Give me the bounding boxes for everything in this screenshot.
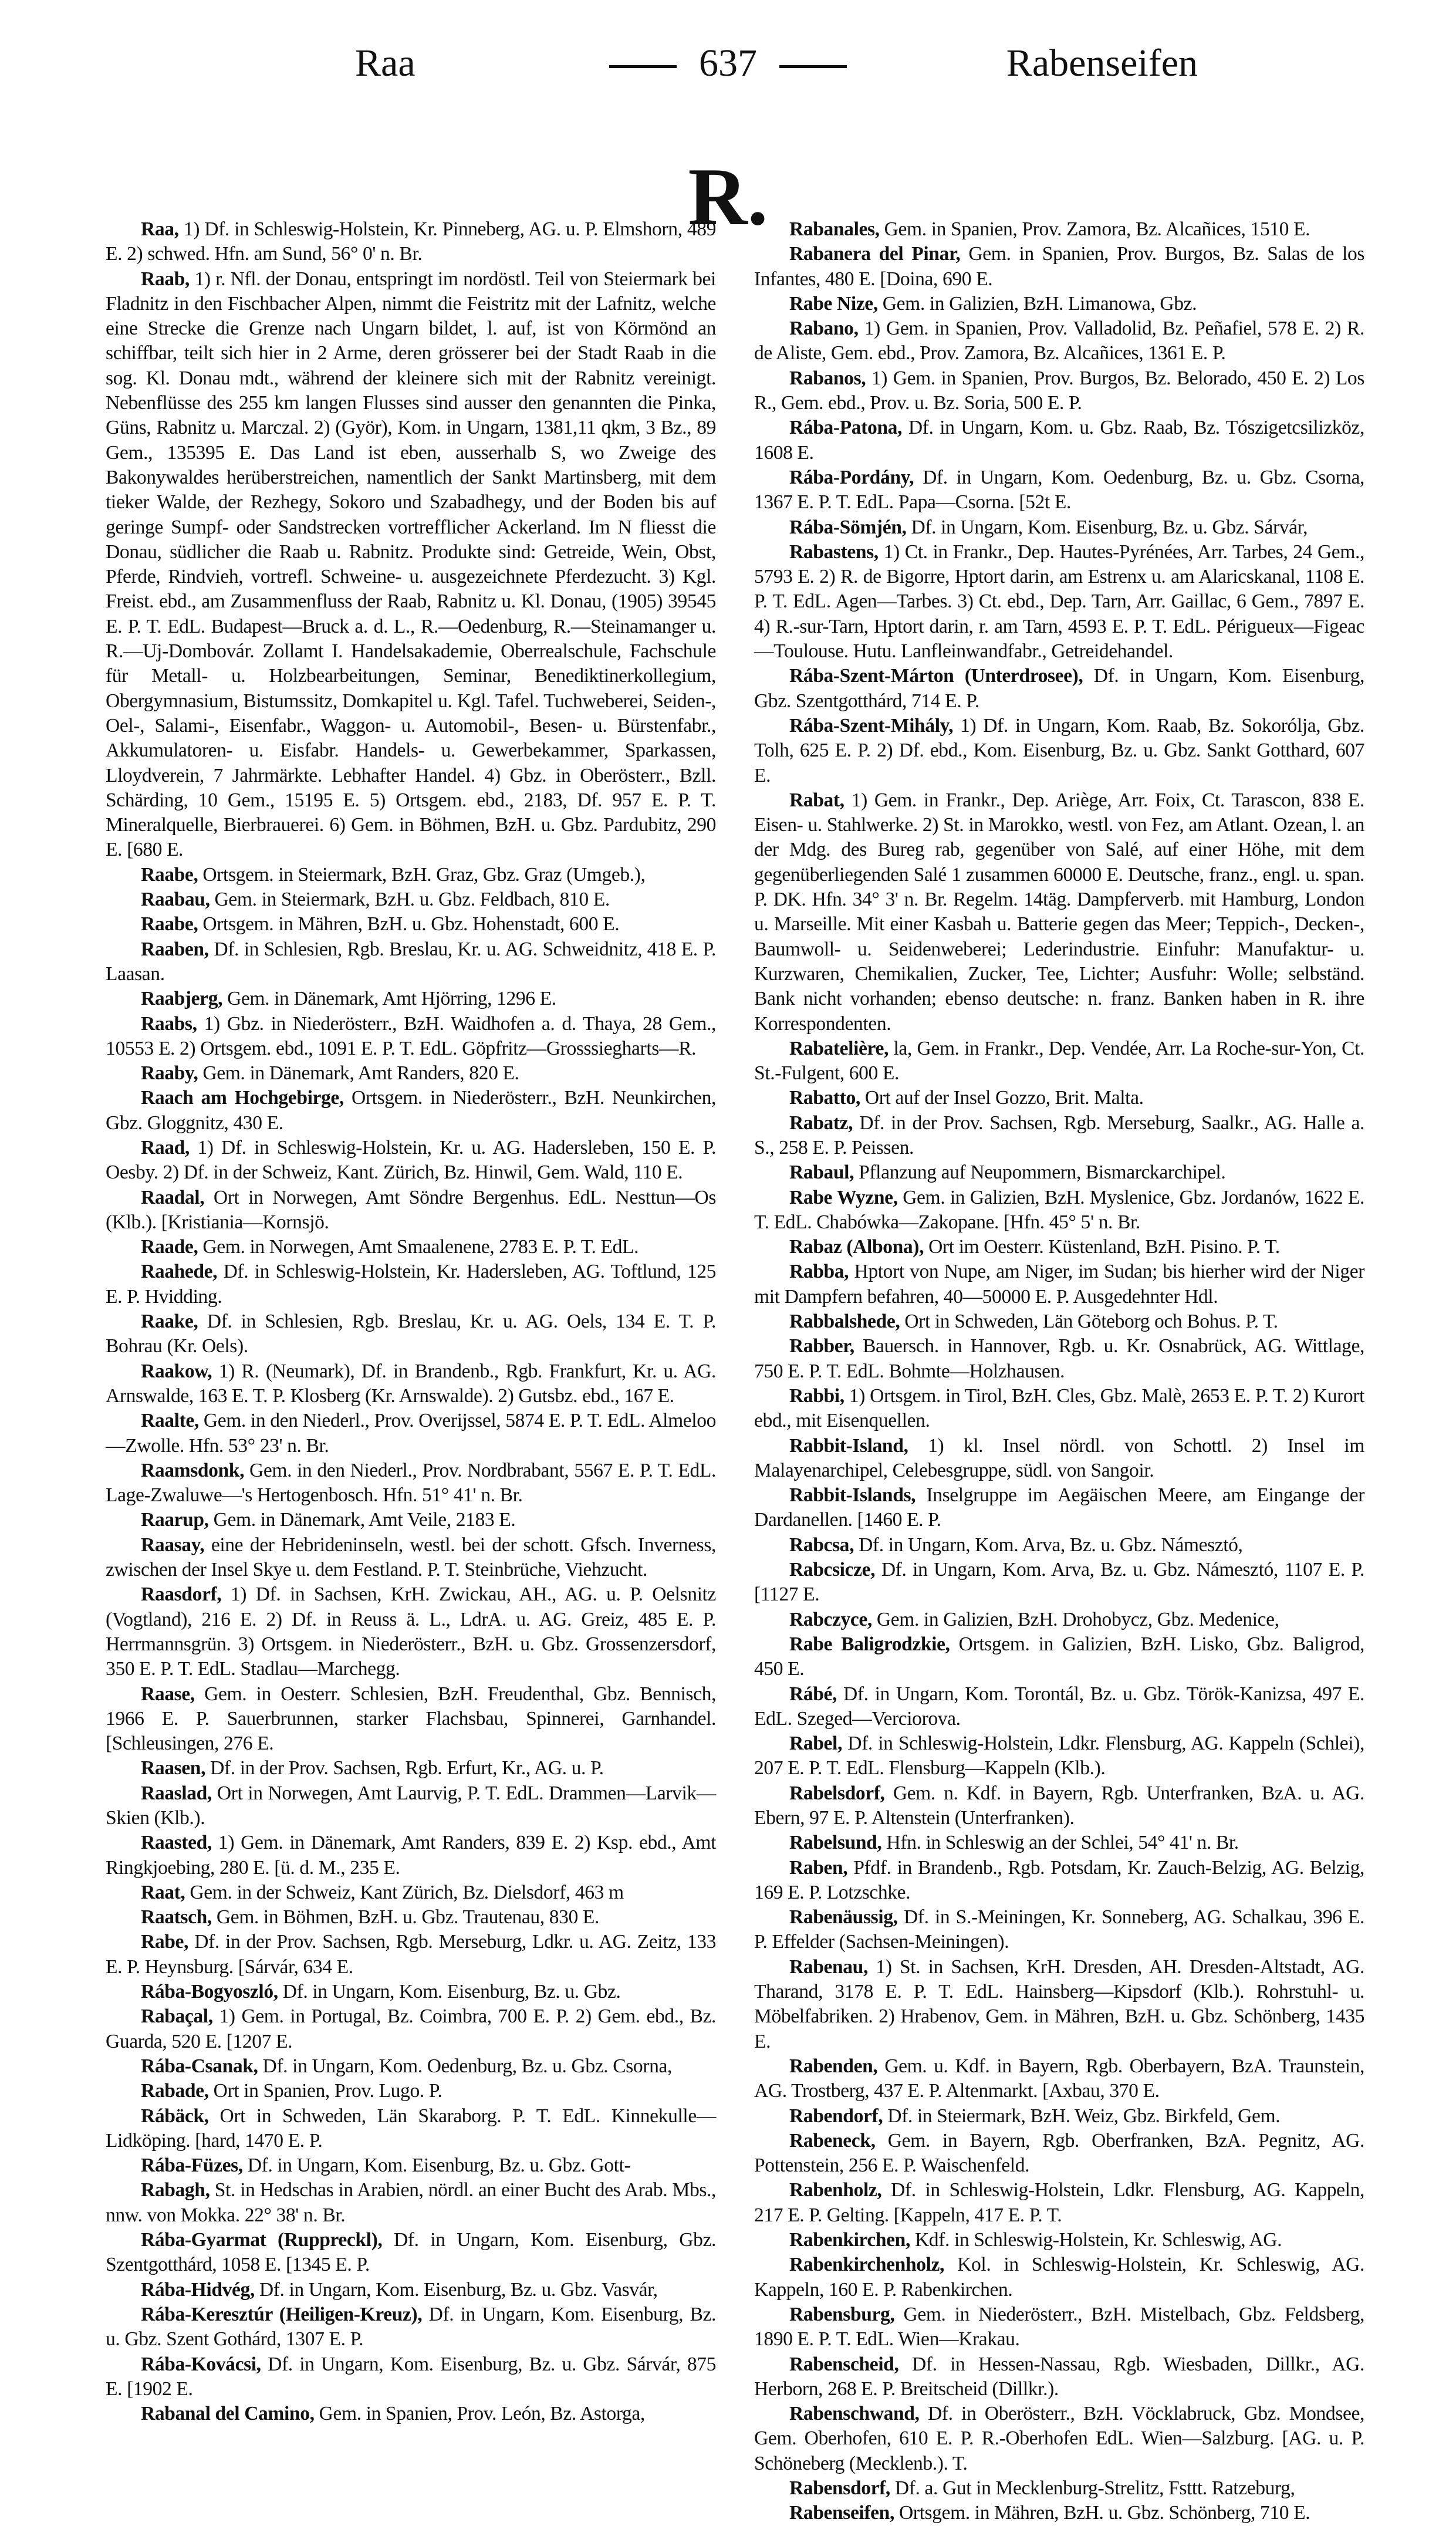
entry-headword: Rabanal del Camino, [141,2403,315,2425]
entry-headword: Rabbit-Islands, [789,1484,916,1507]
dictionary-entry [754,2402,1364,2476]
entry-headword: Rabanera del Pinar, [789,243,961,265]
entry-headword: Rabastens, [789,541,879,563]
dictionary-entry [106,1309,716,1359]
entry-headword: Rabbit-Island, [789,1434,908,1457]
dictionary-entry [754,1086,1364,1110]
entry-headword: Rabbi, [789,1384,844,1407]
dictionary-entry [754,1384,1364,1434]
entry-headword: Rába-Gyarmat (Ruppreckl), [141,2229,383,2251]
entry-text: Df. in Ungarn, Kom. Eisenburg, Bz. u. Gbz. Sárvár, [906,516,1308,538]
entry-text: Gem. in Niederösterr., BzH. Mistelbach, Gbz. Feldsberg, 1890 E. P. T. EdL. Wien—Krakau. [754,2303,1364,2351]
entry-headword: Rabba, [789,1261,849,1283]
entry-text: Inselgruppe im Aegäischen Meere, am Eingange der Dardanellen. [1460 E. P. [754,1484,1364,1531]
entry-text: Df. in der Prov. Sachsen, Rgb. Erfurt, Kr., AG. u. P. [205,1757,604,1779]
entry-text: Hptort von Nupe, am Niger, im Sudan; bis hierher wird der Niger mit Dampfern befahren, 40—50000 E. P. Ausgedehnter Hdl. [754,1261,1364,1308]
section-letter: R. [688,151,768,242]
entry-text: Gem. in Steiermark, BzH. u. Gbz. Feldbach, 810 E. [210,889,610,911]
entry-headword: Rabczyce, [789,1608,872,1630]
entry-headword: Rabano, [789,318,859,340]
entry-text: Gem. in den Niederl., Prov. Nordbrabant, 5567 E. P. T. EdL. Lage-Zwaluwe—'s Hertogenbosch. Hfn. 51° 41' n. Br. [106,1459,716,1507]
dictionary-entry [106,912,716,937]
dictionary-entry [754,2302,1364,2352]
entry-headword: Raabs, [141,1012,197,1035]
entry-headword: Rába-Hidvég, [141,2278,255,2301]
dictionary-entry [106,887,716,912]
header-left-keyword: Raa [355,42,415,85]
dictionary-entry [754,1781,1364,1831]
entry-headword: Rabat, [789,789,844,811]
entry-text: 1) St. in Sachsen, KrH. Dresden, AH. Dresden-Altstadt, AG. Tharand, 3178 E. P. T. EdL. Hainsberg—Kipsdorf (Klb.). Rohrstuhl- u. Möbelfabriken. 2) Hrabenov, Gem. in Mähren, BzH. u. Gbz. Schönberg, 1435 E. [754,1956,1364,2052]
entry-headword: Raabe, [141,913,198,936]
dictionary-entry [754,366,1364,416]
entry-headword: Raabjerg, [141,988,223,1010]
entry-headword: Rabenkirchenholz, [789,2254,945,2276]
entry-text: Df. in Schleswig-Holstein, Ldkr. Flensburg, AG. Kappeln, 217 E. P. Gelting. [Kappeln, 417 E. P. T. [754,2179,1364,2226]
entry-headword: Raasen, [141,1757,206,1779]
dictionary-entry [106,1831,716,1880]
entry-text: Hfn. in Schleswig an der Schlei, 54° 41' n. Br. [881,1832,1239,1854]
dictionary-entry [754,1160,1364,1185]
dictionary-entry [754,1905,1364,1955]
entry-headword: Rabel, [789,1733,842,1755]
entry-headword: Rabenau, [789,1956,868,1978]
dictionary-entry [754,1558,1364,1608]
dictionary-entry [106,2352,716,2402]
entry-text: Gem. in Oesterr. Schlesien, BzH. Freudenthal, Gbz. Bennisch, 1966 E. P. Sauerbrunnen, starker Flachsbau, Spinnerei, Garnhandel. [Schleusingen, 276 E. [106,1683,716,1755]
entry-text: Df. a. Gut in Mecklenburg-Strelitz, Fsttt. Ratzeburg, [890,2477,1295,2500]
entry-headword: Rába-Pordány, [789,466,914,488]
entry-headword: Raatsch, [141,1906,212,1929]
entry-headword: Raad, [141,1136,190,1159]
entry-headword: Rábäck, [141,2105,209,2127]
dictionary-entry [106,2402,716,2426]
dictionary-entry [754,242,1364,292]
dictionary-entry [106,1756,716,1781]
dictionary-entry [106,1061,716,1086]
entry-text: Gem. in Dänemark, Amt Hjörring, 1296 E. [222,988,556,1010]
dictionary-entry [106,267,716,863]
entry-text: 1) Gem. in Spanien, Prov. Valladolid, Bz. Peñafiel, 578 E. 2) R. de Aliste, Gem. ebd., Prov. Zamora, Bz. Alcañices, 1361 E. P. [754,318,1364,364]
dictionary-entry [106,1880,716,1905]
entry-headword: Rába-Szent-Mihály, [789,714,954,737]
dictionary-entry [754,1632,1364,1682]
entry-headword: Rabelsdorf, [789,1782,885,1804]
dictionary-entry [754,292,1364,316]
entry-text: Gem. in Dänemark, Amt Veile, 2183 E. [208,1509,516,1531]
entry-text: Gem. in Böhmen, BzH. u. Gbz. Trautenau, 830 E. [211,1906,600,1929]
dictionary-entry [754,1434,1364,1484]
entry-text: Df. in S.-Meiningen, Kr. Sonneberg, AG. Schalkau, 396 E. P. Effelder (Sachsen-Meiningen). [754,1906,1364,1953]
entry-headword: Rabaçal, [141,2005,213,2028]
dictionary-entry [754,1334,1364,1384]
entry-text: Df. in Ungarn, Kom. Eisenburg, Bz. u. Gbz. Vasvár, [254,2278,658,2301]
dictionary-entry [106,1186,716,1235]
entry-text: Gem. in Bayern, Rgb. Oberfranken, BzA. Pegnitz, AG. Pottenstein, 256 E. P. Waischenfeld. [754,2129,1364,2177]
dictionary-entry [754,465,1364,515]
entry-headword: Rába-Keresztúr (Heiligen-Kreuz), [141,2303,423,2325]
entry-headword: Raasted, [141,1832,212,1854]
entry-headword: Rába-Bogyoszló, [141,1981,278,2003]
entry-headword: Raa, [141,218,179,240]
dictionary-entry [106,1136,716,1186]
entry-headword: Rabe Nize, [789,292,878,315]
dictionary-entry [754,1731,1364,1781]
entry-headword: Rába-Szent-Márton (Unterdrosee), [789,665,1083,687]
right-column [754,217,1364,2524]
entry-headword: Raase, [141,1683,195,1705]
entry-text: Df. in Oberösterr., BzH. Vöcklabruck, Gbz. Mondsee, Gem. Oberhofen, 610 E. P. R.-Oberhofen EdL. Wien—Salzburg. [AG. u. P. Schöneberg (Mecklenb.). T. [754,2403,1364,2474]
dictionary-entry [106,1905,716,1930]
entry-text: Df. in Steiermark, BzH. Weiz, Gbz. Birkfeld, Gem. [883,2105,1281,2127]
entry-text: 1) Gem. in Frankr., Dep. Ariège, Arr. Foix, Ct. Tarascon, 838 E. Eisen- u. Stahlwerke. 2) St. in Marokko, westl. von Fez, am Atlant. Ozean, l. an der Mdg. des Bureg rab, gegenüber von Salé, auf einer Höhe, mit dem gegenüberliegenden Salé 1 zusammen 60000 E. Deutsche, franz., engl. u. span. P. DK. Hfn. 34° 3' n. Br. Regelm. 14täg. Dampferverb. mit Hamburg, London u. Marseille. Mit einer Kasbah u. Batterie gegen das Meer; Teppich-, Decken-, Baumwoll- u. Seidenweberei; Lederindustrie. Einfuhr: Manufaktur- u. Kurzwaren, Chemikalien, Zucker, Tee, Lichter; Ausfuhr: Wolle; selbständ. Bank nicht vorhanden; ebenso deutsche: n. franz. Banken haben in R. ihre Korrespondenten. [754,789,1364,1035]
entry-text: Gem. in Spanien, Prov. Burgos, Bz. Salas de los Infantes, 480 E. [Doina, 690 E. [754,243,1364,290]
dictionary-entry [754,1533,1364,1558]
entry-headword: Rába-Patona, [789,417,903,439]
entry-headword: Raab, [141,268,190,290]
dictionary-entry [106,2278,716,2302]
entry-text: eine der Hebrideninseln, westl. bei der schott. Gfsch. Inverness, zwischen der Insel Skye u. dem Festland. P. T. Steinbrüche, Viehzucht. [106,1534,716,1581]
entry-text: Df. in Ungarn, Kom. Eisenburg, Bz. u. Gbz. Sárvár, 875 E. [1902 E. [106,2353,716,2400]
entry-text: Ort auf der Insel Gozzo, Brit. Malta. [860,1087,1144,1109]
dictionary-entry [106,2079,716,2103]
entry-headword: Rabcsa, [789,1534,854,1556]
entry-text: Df. in Hessen-Nassau, Rgb. Wiesbaden, Dillkr., AG. Herborn, 268 E. P. Breitscheid (Dillkr.). [754,2353,1364,2400]
entry-headword: Rabatto, [789,1087,860,1109]
entry-text: Df. in Ungarn, Kom. Oedenburg, Bz. u. Gbz. Csorna, [258,2055,672,2077]
entry-headword: Raarup, [141,1509,209,1531]
dictionary-entry [754,540,1364,664]
dictionary-entry [106,2228,716,2278]
entry-headword: Raben, [789,1856,848,1879]
header-dash-left [609,65,677,68]
dictionary-entry [754,1856,1364,1906]
dictionary-entry [754,1036,1364,1086]
dictionary-entry [754,1608,1364,1632]
entry-headword: Rabaz (Albona), [789,1236,924,1258]
dictionary-entry [106,1930,716,1980]
entry-headword: Raaby, [141,1062,198,1085]
entry-headword: Rabagh, [141,2179,210,2201]
dictionary-entry [754,714,1364,788]
dictionary-entry [106,987,716,1011]
entry-headword: Raake, [141,1311,198,1333]
page-number: 637 [699,42,757,85]
dictionary-entry [754,2501,1364,2525]
entry-text: Pflanzung auf Neupommern, Bismarckarchipel. [854,1161,1226,1184]
dictionary-entry [754,2178,1364,2228]
entry-text: Df. in Ungarn, Kom. Eisenburg, Bz. u. Gbz. [278,1981,621,2003]
entry-text: Df. in Ungarn, Kom. Torontál, Bz. u. Gbz. Török-Kanizsa, 497 E. EdL. Szeged—Verciorova. [754,1683,1364,1730]
entry-headword: Rabatz, [789,1112,853,1134]
dictionary-entry [106,1682,716,1757]
entry-headword: Rabber, [789,1335,854,1357]
entry-text: Gem. in Galizien, BzH. Drohobycz, Gbz. Medenice, [871,1608,1279,1630]
entry-headword: Rabanales, [789,218,880,240]
dictionary-entry [106,1359,716,1409]
entry-text: Ortsgem. in Niederösterr., BzH. Neunkirchen, Gbz. Gloggnitz, 430 E. [106,1087,717,1134]
entry-text: Df. in Ungarn, Kom. Oedenburg, Bz. u. Gbz. Csorna, 1367 E. P. T. EdL. Papa—Csorna. [52t E. [754,466,1364,514]
entry-text: Gem. u. Kdf. in Bayern, Rgb. Oberbayern, BzA. Traunstein, AG. Trostberg, 437 E. P. Altenmarkt. [Axbau, 370 E. [754,2055,1364,2102]
dictionary-entry [754,2104,1364,2129]
entry-text: Df. in der Prov. Sachsen, Rgb. Merseburg, Ldkr. u. AG. Zeitz, 133 E. P. Heynsburg. [Sárvár, 634 E. [106,1931,716,1978]
dictionary-entry [106,1781,716,1831]
dictionary-entry [106,1458,716,1508]
entry-text: Df. in der Prov. Sachsen, Rgb. Merseburg, Saalkr., AG. Halle a. S., 258 E. P. Peissen. [754,1112,1364,1159]
entry-headword: Rabenkirchen, [789,2229,910,2251]
dictionary-entry [106,1409,716,1458]
entry-headword: Rabenäussig, [789,1906,898,1929]
dictionary-entry [754,1111,1364,1161]
entry-text: Df. in Schleswig-Holstein, Ldkr. Flensburg, AG. Kappeln (Schlei), 207 E. P. T. EdL. Flensburg—Kappeln (Klb.). [754,1733,1364,1779]
entry-text: Df. in Ungarn, Kom. u. Gbz. Raab, Bz. Tószigetcsilizköz, 1608 E. [754,417,1364,464]
dictionary-entry [106,1235,716,1259]
entry-text: Ort im Oesterr. Küstenland, BzH. Pisino. P. T. [924,1236,1280,1258]
entry-headword: Raabe, [141,863,198,886]
entry-headword: Raasdorf, [141,1583,222,1606]
entry-headword: Rabenseifen, [789,2502,894,2524]
entry-text: Ortsgem. in Galizien, BzH. Lisko, Gbz. Baligrod, 450 E. [754,1633,1364,1680]
entry-text: Bauersch. in Hannover, Rgb. u. Kr. Osnabrück, AG. Wittlage, 750 E. P. T. EdL. Bohmte—Holzhausen. [754,1335,1364,1382]
dictionary-entry [106,2153,716,2178]
dictionary-entry [754,217,1364,242]
entry-text: Gem. in Spanien, Prov. León, Bz. Astorga, [314,2403,645,2425]
dictionary-entry [106,1533,716,1583]
entry-headword: Rabaul, [789,1161,854,1184]
entry-headword: Rabeneck, [789,2129,876,2152]
entry-text: Gem. in Galizien, BzH. Limanowa, Gbz. [877,292,1197,315]
entry-text: St. in Hedschas in Arabien, nördl. an einer Bucht des Arab. Mbs., nnw. von Mokka. 22° 38' n. Br. [106,2179,716,2226]
entry-headword: Raamsdonk, [141,1459,245,1481]
dictionary-entry [754,316,1364,366]
entry-text: Gem. in Galizien, BzH. Myslenice, Gbz. Jordanów, 1622 E. T. EdL. Chabówka—Zakopane. [Hfn. 45° 5' n. Br. [754,1186,1364,1233]
dictionary-entry [106,937,716,987]
entry-headword: Rabelsund, [789,1832,882,1854]
dictionary-entry [106,217,716,267]
entry-text: Pfdf. in Brandenb., Rgb. Potsdam, Kr. Zauch-Belzig, AG. Belzig, 169 E. P. Lotzschke. [754,1856,1364,1903]
dictionary-entry [754,2054,1364,2104]
entry-headword: Rabanos, [789,367,866,389]
dictionary-entry [754,2476,1364,2501]
entry-text: 1) Gbz. in Niederösterr., BzH. Waidhofen a. d. Thaya, 28 Gem., 10553 E. 2) Ortsgem. ebd., 1091 E. P. T. EdL. Göpfritz—Grosssiegharts—R. [106,1012,716,1059]
dictionary-entry [106,1086,716,1136]
entry-text: 1) kl. Insel nördl. von Schottl. 2) Insel im Malayenarchipel, Celebesgruppe, südl. von Sangoir. [754,1434,1364,1481]
entry-headword: Rabcsicze, [789,1559,876,1581]
entry-text: 1) Df. in Ungarn, Kom. Raab, Bz. Sokorólja, Gbz. Tolh, 625 E. P. 2) Df. ebd., Kom. Eisenburg, Bz. u. Gbz. Sankt Gotthard, 607 E. [754,714,1364,786]
dictionary-entry [754,2228,1364,2253]
entry-headword: Raalte, [141,1410,199,1432]
entry-text: Gem. in Spanien, Prov. Zamora, Bz. Alcañices, 1510 E. [879,218,1310,240]
entry-headword: Rabendorf, [789,2105,883,2127]
entry-text: Df. in Schleswig-Holstein, Kr. Hadersleben, AG. Toftlund, 125 E. P. Hvidding. [106,1261,716,1308]
dictionary-entry [106,2178,716,2228]
entry-text: 1) Gem. in Portugal, Bz. Coimbra, 700 E. P. 2) Gem. ebd., Bz. Guarda, 520 E. [1207 E. [106,2005,716,2052]
entry-headword: Rábé, [789,1683,837,1705]
dictionary-entry [754,664,1364,714]
entry-headword: Raaben, [141,938,209,960]
entry-text: 1) Gem. in Dänemark, Amt Randers, 839 E. 2) Ksp. ebd., Amt Ringkjoebing, 280 E. [ü. d. M., 235 E. [106,1832,716,1879]
entry-text: 1) Ortsgem. in Tirol, BzH. Cles, Gbz. Malè, 2653 E. P. T. 2) Kurort ebd., mit Eisenquellen. [754,1384,1364,1432]
entry-headword: Rába-Kovácsi, [141,2353,261,2375]
entry-headword: Raach am Hochgebirge, [141,1087,344,1109]
entry-text: 1) Ct. in Frankr., Dep. Hautes-Pyrénées, Arr. Tarbes, 24 Gem., 5793 E. 2) R. de Bigorre, Hptort darin, am Estrenx u. am Alaricskanal, 1108 E. P. T. EdL. Agen—Tarbes. 3) Ct. ebd., Dep. Tarn, Arr. Gaillac, 6 Gem., 7897 E. 4) R.-sur-Tarn, Hptort darin, r. am Tarn, 4593 E. P. T. EdL. Périgueux—Figeac—Toulouse. Hutu. Lanfleinwandfabr., Getreidehandel. [754,541,1364,663]
dictionary-entry [754,1186,1364,1235]
entry-text: 1) r. Nfl. der Donau, entspringt im nordöstl. Teil von Steiermark bei Fladnitz in den Fischbacher Alpen, nimmt die Feistritz mit der Lafnitz, welche eine Strecke die Grenze nach Ungarn bildet, l. auf, ist von Körmönd an schiffbar, teilt sich hier in 2 Arme, deren grösserer bei der Stadt Raab in die sog. Kl. Donau mdt., während der kleinere sich mit der Rabnitz vereinigt. Nebenflüsse des 255 km langen Flusses sind ausser den genannten die Pinka, Güns, Rabnitz u. Marczal. 2) (Györ), Kom. in Ungarn, 1381,11 qkm, 3 Bz., 89 Gem., 135395 E. Das Land ist eben, ausserhalb S, wo Zweige des Bakonywaldes herüberstreichen, namentlich der Sankt Martinsberg, mit dem tieker Walde, der Rezhegy, Sokoro und Szabadhegy, und der Boden bis auf geringe Sumpf- oder Sandstrecken vortrefflicher Ackerland. Im N fliesst die Donau, südlicher die Raab u. Rabnitz. Produkte sind: Getreide, Wein, Obst, Pferde, Rindvieh, vortrefl. Schweine- u. ausgezeichnete Pferdezucht. 3) Kgl. Freist. ebd., am Zusammenfluss der Raab, Rabnitz u. Kl. Donau, (1905) 39545 E. P. T. EdL. Budapest—Bruck a. d. L., R.—Oedenburg, R.—Steinamanger u. R.—Uj-Dombovár. Zollamt I. Handelsakademie, Oberrealschule, Fachschule für Metall- u. Holzbearbeitungen, Seminar, Benediktinerkollegium, Obergymnasium, Bistumssitz, Domkapitel u. Kgl. Tafel. Tuchweberei, Seiden-, Oel-, Salami-, Eisenfabr., Waggon- u. Automobil-, Besen- u. Bürstenfabr., Akkumulatoren- u. Eisfabr. Handels- u. Gewerbekammer, Sparkassen, Lloydverein, 7 Jahrmärkte. Lebhafter Handel. 4) Gbz. in Oberösterr., Bzll. Schärding, 10 Gem., 15195 E. 5) Ortsgem. ebd., 2183, Df. 957 E. P. T. Mineralquelle, Bierbrauerei. 6) Gem. in Böhmen, BzH. u. Gbz. Pardubitz, 290 E. [680 E. [106,268,716,861]
dictionary-entry [754,1483,1364,1533]
entry-text: Gem. in den Niederl., Prov. Overijssel, 5874 E. P. T. EdL. Almeloo—Zwolle. Hfn. 53° 23' n. Br. [106,1410,716,1457]
dictionary-entry [106,2004,716,2054]
header-dash-right [779,65,847,68]
entry-text: Df. in Schlesien, Rgb. Breslau, Kr. u. AG. Schweidnitz, 418 E. P. Laasan. [106,938,716,985]
left-column [106,217,717,2425]
dictionary-entry [754,2352,1364,2402]
entry-headword: Rabenden, [789,2055,878,2077]
page-header [88,41,1368,106]
entry-text: Ort in Schweden, Län Göteborg och Bohus. P. T. [900,1311,1278,1333]
dictionary-entry [106,2302,716,2352]
entry-headword: Raabau, [141,889,210,911]
entry-text: Gem. n. Kdf. in Bayern, Rgb. Unterfranken, BzA. u. AG. Ebern, 97 E. P. Altenstein (Unterfranken). [754,1782,1364,1829]
entry-text: Df. in Ungarn, Kom. Eisenburg, Bz. u. Gbz. Gott- [242,2154,631,2177]
entry-headword: Rabade, [141,2080,209,2102]
dictionary-entry [106,1582,716,1681]
entry-text: Df. in Ungarn, Kom. Eisenburg, Gbz. Szentgotthárd, 714 E. P. [754,665,1364,712]
dictionary-entry [754,1831,1364,1855]
entry-headword: Rabensdorf, [789,2477,890,2500]
entry-headword: Rabensburg, [789,2303,895,2325]
entry-text: Df. in Ungarn, Kom. Eisenburg, Gbz. Szentgotthárd, 1058 E. [1345 E. P. [106,2229,716,2276]
dictionary-entry [754,1309,1364,1334]
entry-text: 1) Df. in Schleswig-Holstein, Kr. u. AG. Hadersleben, 150 E. P. Oesby. 2) Df. in der Schweiz, Kant. Zürich, Bz. Hinwil, Gem. Wald, 110 E. [106,1136,716,1184]
dictionary-entry [754,416,1364,465]
entry-headword: Rabe, [141,1931,189,1953]
entry-headword: Raaslad, [141,1782,212,1804]
entry-headword: Raakow, [141,1360,212,1382]
entry-text: Kol. in Schleswig-Holstein, Kr. Schleswig, AG. Kappeln, 160 E. P. Rabenkirchen. [754,2254,1364,2301]
dictionary-entry [106,1980,716,2004]
dictionary-entry [754,1682,1364,1732]
entry-headword: Raadal, [141,1186,205,1208]
entry-text: Kdf. in Schleswig-Holstein, Kr. Schleswig, AG. [910,2229,1282,2251]
entry-headword: Rabe Baligrodzkie, [789,1633,950,1655]
entry-headword: Raade, [141,1236,198,1258]
entry-text: Ort in Spanien, Prov. Lugo. P. [208,2080,442,2102]
entry-text: Ortsgem. in Mähren, BzH. u. Gbz. Hohenstadt, 600 E. [198,913,620,936]
entry-text: Ort in Norwegen, Amt Söndre Bergenhus. EdL. Nesttun—Os (Klb.). [Kristiania—Kornsjö. [106,1186,716,1233]
dictionary-entry [106,1012,716,1062]
dictionary-entry [106,2054,716,2079]
entry-headword: Rabbalshede, [789,1311,900,1333]
entry-text: Ort in Schweden, Län Skaraborg. P. T. EdL. Kinnekulle—Lidköping. [hard, 1470 E. P. [106,2105,716,2152]
dictionary-entry [106,1508,716,1532]
entry-headword: Rabenscheid, [789,2353,899,2375]
entry-headword: Rabatelière, [789,1037,889,1059]
entry-text: Ortsgem. in Mähren, BzH. u. Gbz. Schönberg, 710 E. [894,2502,1310,2524]
dictionary-entry [754,2129,1364,2179]
dictionary-entry [754,1955,1364,2054]
entry-headword: Raasay, [141,1534,205,1556]
entry-headword: Rába-Sömjén, [789,516,907,538]
entry-headword: Raahede, [141,1261,218,1283]
entry-text: 1) Gem. in Spanien, Prov. Burgos, Bz. Belorado, 450 E. 2) Los R., Gem. ebd., Prov. u. Bz. Soria, 500 E. P. [754,367,1364,414]
entry-headword: Rabenholz, [789,2179,882,2201]
dictionary-entry [754,2253,1364,2302]
entry-text: Df. in Schlesien, Rgb. Breslau, Kr. u. AG. Oels, 134 E. T. P. Bohrau (Kr. Oels). [106,1311,716,1357]
entry-text: Gem. in Dänemark, Amt Randers, 820 E. [198,1062,519,1085]
entry-text: 1) R. (Neumark), Df. in Brandenb., Rgb. Frankfurt, Kr. u. AG. Arnswalde, 163 E. T. P. Klosberg (Kr. Arnswalde). 2) Gutsbz. ebd., 167 E. [106,1360,716,1407]
dictionary-entry [754,1235,1364,1259]
entry-headword: Rába-Füzes, [141,2154,243,2177]
entry-text: Df. in Ungarn, Kom. Eisenburg, Bz. u. Gbz. Szent Gothárd, 1307 E. P. [106,2303,716,2351]
entry-text: 1) Df. in Schleswig-Holstein, Kr. Pinneberg, AG. u. P. Elmshorn, 489 E. 2) schwed. Hfn. am Sund, 56° 0' n. Br. [106,218,716,265]
entry-headword: Rabe Wyzne, [789,1186,898,1208]
entry-text: Ort in Norwegen, Amt Laurvig, P. T. EdL. Drammen—Larvik—Skien (Klb.). [106,1782,716,1829]
entry-headword: Rabenschwand, [789,2403,920,2425]
entry-text: Ortsgem. in Steiermark, BzH. Graz, Gbz. Graz (Umgeb.), [198,863,646,886]
dictionary-entry [106,863,716,887]
entry-text: 1) Df. in Sachsen, KrH. Zwickau, AH., AG. u. P. Oelsnitz (Vogtland), 216 E. 2) Df. in Reuss ä. L., LdrA. u. AG. Greiz, 485 E. P. Herrmannsgrün. 3) Ortsgem. in Niederösterr., BzH. u. Gbz. Grossenzersdorf, 350 E. P. T. EdL. Stadlau—Marchegg. [106,1583,716,1680]
entry-text: Gem. in Norwegen, Amt Smaalenene, 2783 E. P. T. EdL. [198,1236,639,1258]
entry-text: Df. in Ungarn, Kom. Arva, Bz. u. Gbz. Námesztó, [854,1534,1243,1556]
dictionary-entry [106,1259,716,1309]
entry-headword: Rába-Csanak, [141,2055,258,2077]
entry-text: Df. in Ungarn, Kom. Arva, Bz. u. Gbz. Námesztó, 1107 E. P. [1127 E. [754,1559,1364,1606]
entry-text: Gem. in der Schweiz, Kant Zürich, Bz. Dielsdorf, 463 m [185,1881,624,1903]
dictionary-entry [106,2104,716,2154]
header-right-keyword: Rabenseifen [1006,42,1198,85]
dictionary-entry [754,1259,1364,1309]
entry-text: la, Gem. in Frankr., Dep. Vendée, Arr. La Roche-sur-Yon, Ct. St.-Fulgent, 600 E. [754,1037,1364,1085]
dictionary-entry [754,788,1364,1036]
entry-headword: Raat, [141,1881,185,1903]
dictionary-entry [754,515,1364,540]
